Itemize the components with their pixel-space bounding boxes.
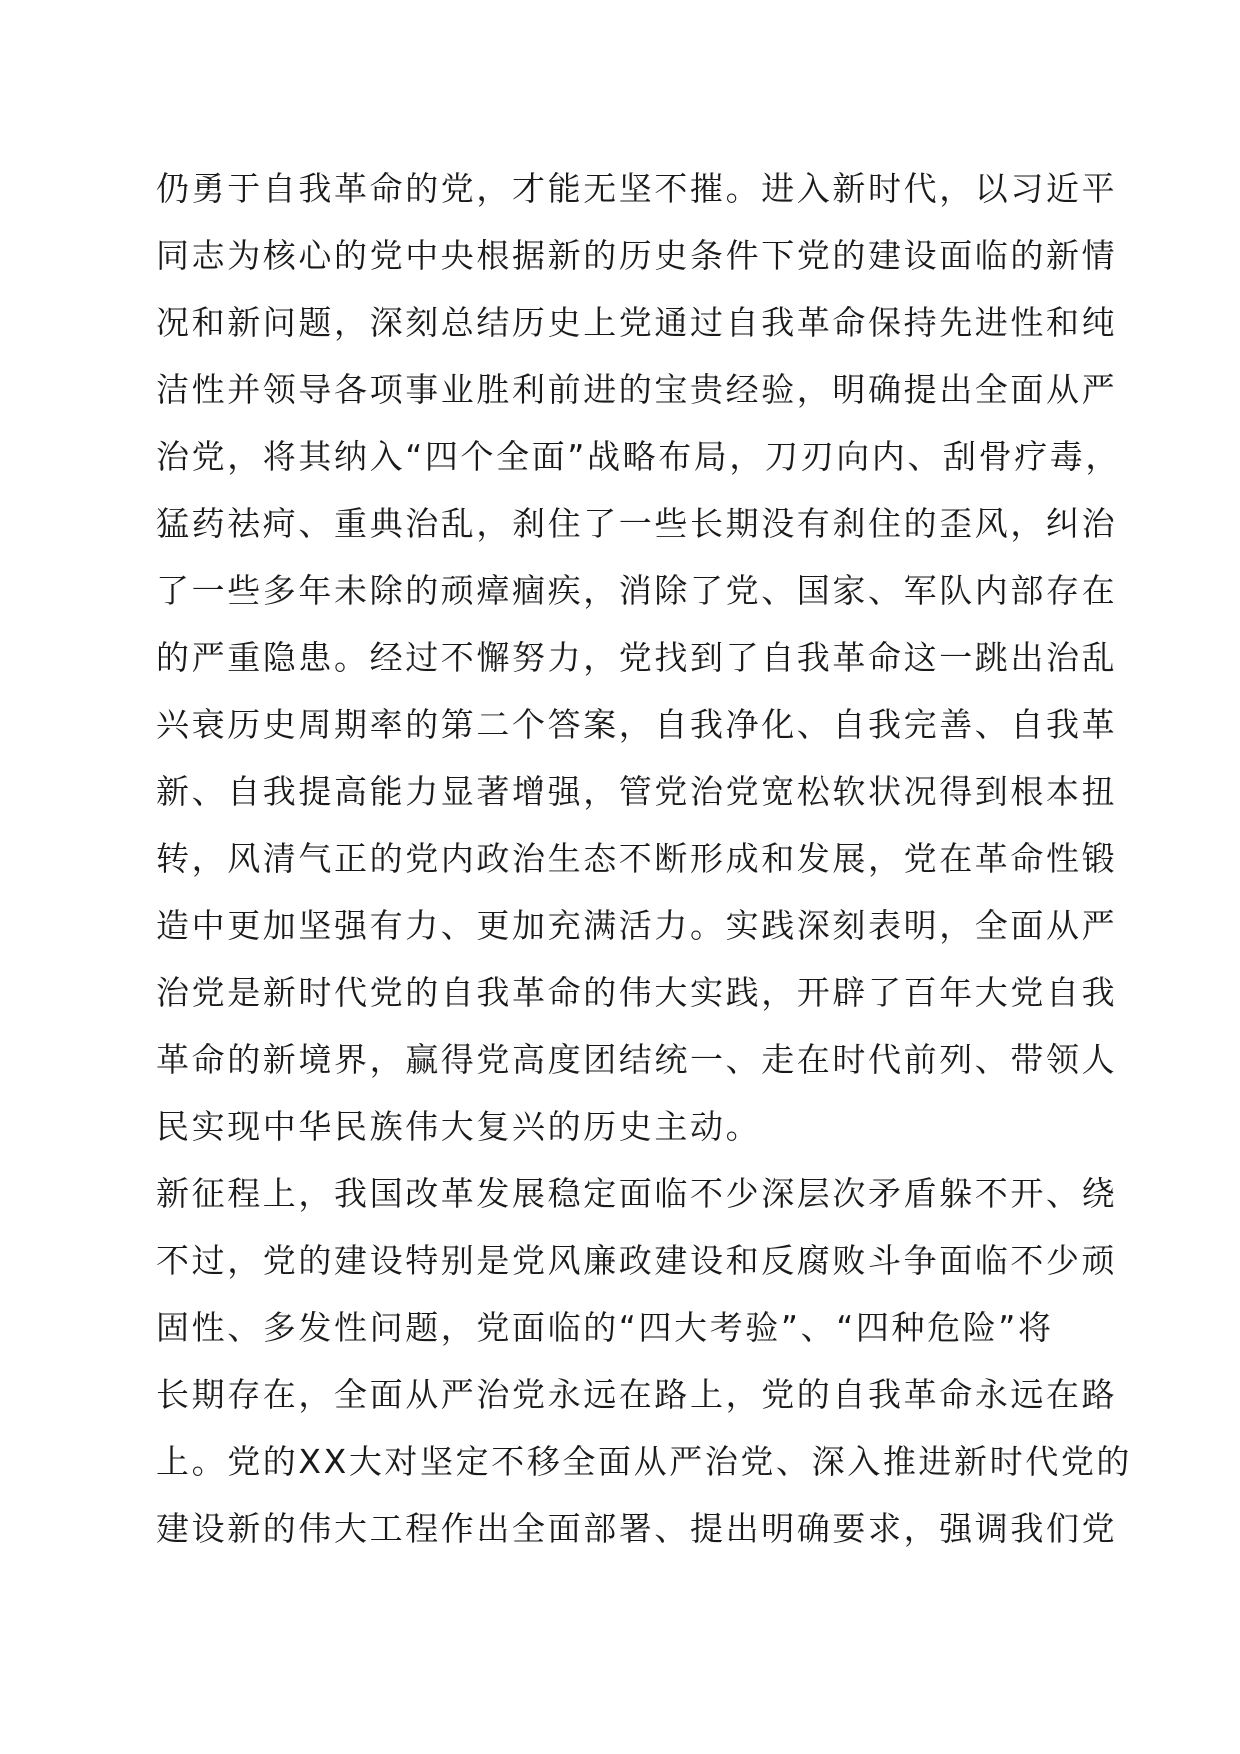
text-line: 同志为核心的党中央根据新的历史条件下党的建设面临的新情 xyxy=(156,236,1118,275)
text-line: 兴衰历史周期率的第二个答案，自我净化、自我完善、自我革 xyxy=(156,705,1118,744)
text-line: 长期存在，全面从严治党永远在路上，党的自我革命永远在路 xyxy=(156,1375,1118,1414)
text-line: 转，风清气正的党内政治生态不断形成和发展，党在革命性锻 xyxy=(156,839,1118,878)
text-line: 仍勇于自我革命的党，才能无坚不摧。进入新时代，以习近平 xyxy=(156,169,1118,208)
text-line: 洁性并领导各项事业胜利前进的宝贵经验，明确提出全面从严 xyxy=(156,370,1118,409)
text-line: 不过，党的建设特别是党风廉政建设和反腐败斗争面临不少顽 xyxy=(156,1241,1118,1280)
body-text xyxy=(156,155,1133,1562)
text-line: 了一些多年未除的顽瘴痼疾，消除了党、国家、军队内部存在 xyxy=(156,571,1118,610)
text-line: 上。党的XX大对坚定不移全面从严治党、深入推进新时代党的 xyxy=(156,1442,1133,1481)
paragraph-2 xyxy=(156,1160,1133,1562)
text-line: 固性、多发性问题，党面临的“四大考验”、“四种危险”将 xyxy=(156,1308,1054,1347)
text-line: 建设新的伟大工程作出全面部署、提出明确要求，强调我们党 xyxy=(156,1509,1118,1548)
text-line: 的严重隐患。经过不懈努力，党找到了自我革命这一跳出治乱 xyxy=(156,638,1118,677)
text-line: 革命的新境界，赢得党高度团结统一、走在时代前列、带领人 xyxy=(156,1040,1118,1079)
text-line: 治党，将其纳入“四个全面”战略布局，刀刃向内、刮骨疗毒， xyxy=(156,437,1121,476)
text-line: 况和新问题，深刻总结历史上党通过自我革命保持先进性和纯 xyxy=(156,303,1118,342)
text-line: 治党是新时代党的自我革命的伟大实践，开辟了百年大党自我 xyxy=(156,973,1118,1012)
text-line: 造中更加坚强有力、更加充满活力。实践深刻表明，全面从严 xyxy=(156,906,1118,945)
text-line: 新征程上，我国改革发展稳定面临不少深层次矛盾躲不开、绕 xyxy=(156,1174,1118,1213)
paragraph-1 xyxy=(156,155,1121,1160)
text-line: 新、自我提高能力显著增强，管党治党宽松软状况得到根本扭 xyxy=(156,772,1118,811)
text-line: 猛药祛疴、重典治乱，刹住了一些长期没有刹住的歪风，纠治 xyxy=(156,504,1118,543)
text-line: 民实现中华民族伟大复兴的历史主动。 xyxy=(156,1107,762,1146)
